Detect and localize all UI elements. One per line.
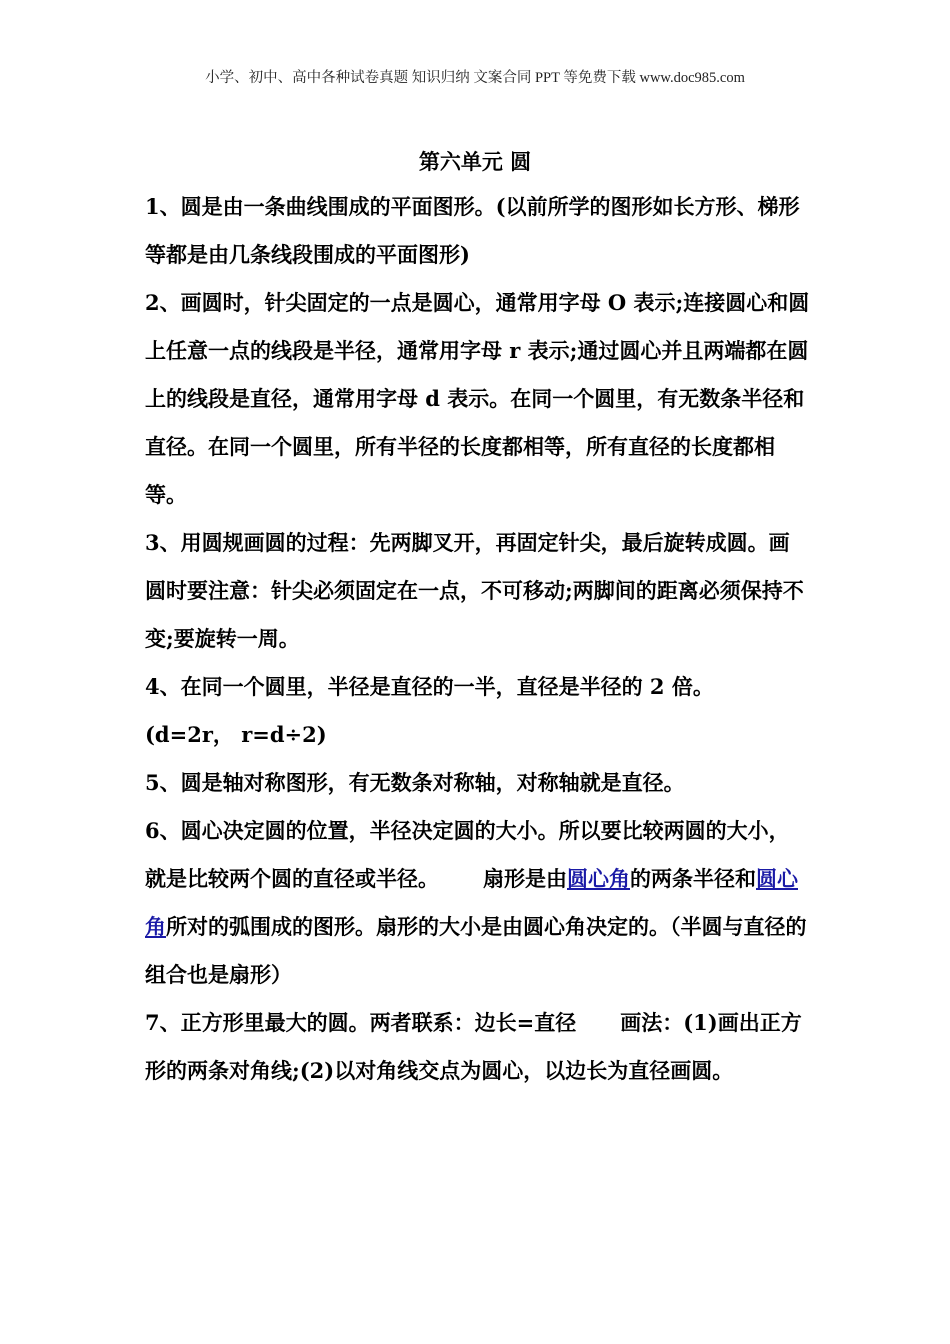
paragraph-6-text-a: 6、圆心决定圆的位置，半径决定圆的大小。所以要比较两圆的大小，就是比较两个圆的直径或半径。 <box>145 818 790 891</box>
paragraph-7-text-a: 7、正方形里最大的圆。两者联系：边长=直径 <box>145 1010 577 1035</box>
paragraph-2: 2、画圆时，针尖固定的一点是圆心，通常用字母 O 表示;连接圆心和圆上任意一点的线段是半径，通常用字母 r 表示;通过圆心并且两端都在圆上的线段是直径，通常用字母 d 表示。在同一个圆里，有无数条半径和直径。在同一个圆里，所有半径的长度都相等，所有直径的长度都相等。 <box>145 290 810 507</box>
paragraph-5: 5、圆是轴对称图形，有无数条对称轴，对称轴就是直径。 <box>145 770 685 795</box>
paragraph-7-text-b: 画法：(1)画出正方形的两条对角线;(2)以对角线交点为圆心，以边长为直径画圆。 <box>145 1010 802 1083</box>
paragraph-6-text-d: 所对的弧围成的图形。扇形的大小是由圆心角决定的。（半圆与直径的组合也是扇形） <box>145 914 807 987</box>
paragraph-1: 1、圆是由一条曲线围成的平面图形。(以前所学的图形如长方形、梯形等都是由几条线段围成的平面图形) <box>145 194 800 267</box>
page-header: 小学、初中、高中各种试卷真题 知识归纳 文案合同 PPT 等免费下载 www.doc985.com <box>205 70 745 86</box>
paragraph-3: 3、用圆规画圆的过程：先两脚叉开，再固定针尖，最后旋转成圆。画圆时要注意：针尖必须固定在一点，不可移动;两脚间的距离必须保持不变;要旋转一周。 <box>145 530 804 651</box>
page-title: 第六单元 圆 <box>418 149 532 174</box>
paragraph-4: 4、在同一个圆里，半径是直径的一半，直径是半径的 2 倍。 <box>145 674 714 699</box>
paragraph-4-formula: (d=2r， r=d÷2) <box>145 722 327 747</box>
paragraph-6 <box>145 807 810 999</box>
document-body <box>145 183 810 1095</box>
central-angle-link-2[interactable]: 圆心角 <box>145 866 798 939</box>
paragraph-6-text-c: 的两条半径和 <box>630 866 756 891</box>
paragraph-6-text-b: 扇形是由 <box>483 866 567 891</box>
paragraph-7 <box>145 999 810 1095</box>
central-angle-link-1[interactable]: 圆心角 <box>567 866 630 891</box>
